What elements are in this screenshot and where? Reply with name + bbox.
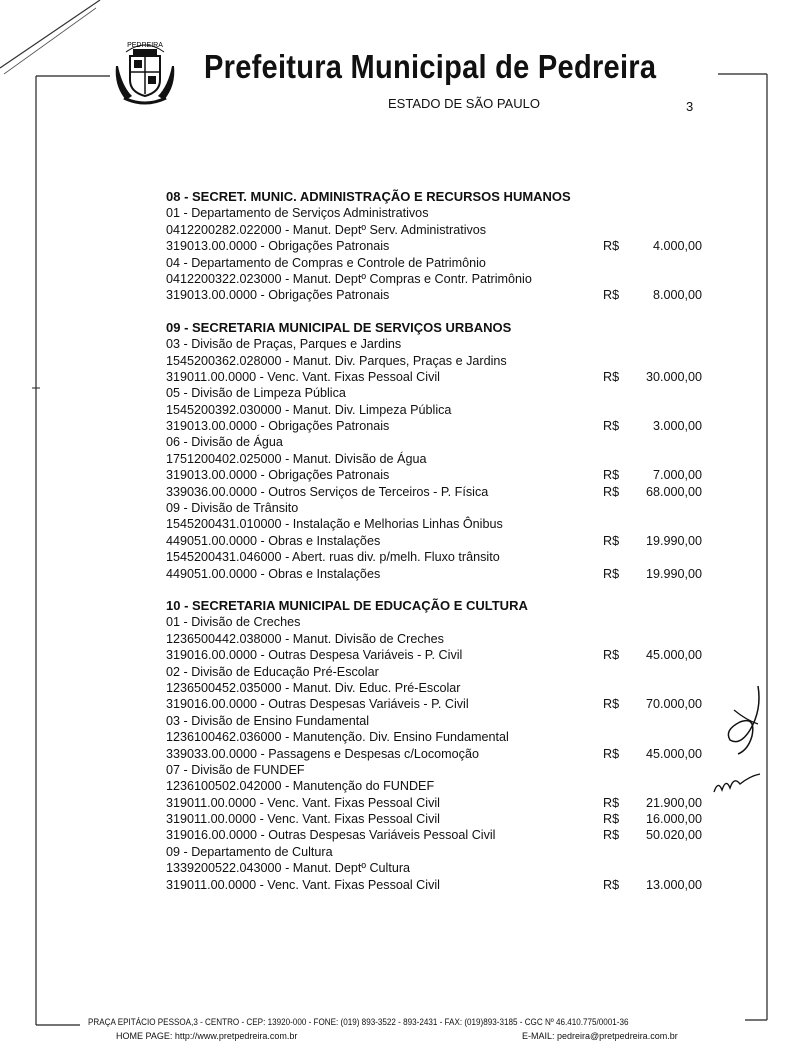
list-item: 319016.00.0000 - Outras Despesas Variáveis Pessoal Civil R$ 50.020,00 <box>166 828 702 843</box>
list-item: 07 - Divisão de FUNDEF <box>166 762 305 777</box>
list-item: 319016.00.0000 - Outras Despesas Variáveis - P. Civil R$ 70.000,00 <box>166 697 702 712</box>
list-item: 1339200522.043000 - Manut. Deptº Cultura <box>166 861 411 876</box>
list-item: 1545200362.028000 - Manut. Div. Parques, Praças e Jardins <box>166 353 507 368</box>
state-subtitle: ESTADO DE SÃO PAULO <box>388 96 540 111</box>
page-number: 3 <box>686 99 694 114</box>
list-item: 01 - Divisão de Creches <box>166 615 301 630</box>
list-item: 01 - Departamento de Serviços Administrativos <box>166 206 429 221</box>
list-item: 1236100462.036000 - Manutenção. Div. Ensino Fundamental <box>166 730 509 745</box>
list-item: 05 - Divisão de Limpeza Pública <box>166 386 346 401</box>
list-item: 339033.00.0000 - Passagens e Despesas c/Locomoção R$ 45.000,00 <box>166 746 702 761</box>
list-item: 319011.00.0000 - Venc. Vant. Fixas Pessoal Civil R$ 30.000,00 <box>166 369 702 384</box>
municipal-crest-icon <box>110 36 180 108</box>
list-item: 06 - Divisão de Água <box>166 435 283 450</box>
list-item: 319011.00.0000 - Venc. Vant. Fixas Pessoal Civil R$ 21.900,00 <box>166 795 702 810</box>
list-item: 1545200392.030000 - Manut. Div. Limpeza Pública <box>166 402 452 417</box>
list-item: 09 - Departamento de Cultura <box>166 844 333 859</box>
list-item: 449051.00.0000 - Obras e Instalações R$ 19.990,00 <box>166 533 702 548</box>
section-title: 08 - SECRET. MUNIC. ADMINISTRAÇÃO E RECURSOS HUMANOS <box>166 189 571 204</box>
list-item: 1236500452.035000 - Manut. Div. Educ. Pré-Escolar <box>166 680 461 695</box>
section-10 <box>166 598 711 893</box>
list-item: 319013.00.0000 - Obrigações Patronais R$ 7.000,00 <box>166 468 702 483</box>
footer-homepage: HOME PAGE: http://www.pretpedreira.com.br <box>116 1031 298 1041</box>
list-item: 1751200402.025000 - Manut. Divisão de Água <box>166 451 427 466</box>
section-09 <box>166 320 711 582</box>
list-item: 319013.00.0000 - Obrigações Patronais R$ 8.000,00 <box>166 288 702 303</box>
list-item: 02 - Divisão de Educação Pré-Escolar <box>166 664 379 679</box>
footer-email: E-MAIL: pedreira@pretpedreira.com.br <box>522 1031 678 1041</box>
list-item: 319016.00.0000 - Outras Despesa Variáveis - P. Civil R$ 45.000,00 <box>166 648 702 663</box>
list-item: 1545200431.010000 - Instalação e Melhorias Linhas Ônibus <box>166 517 503 532</box>
handwritten-signature <box>700 680 780 810</box>
list-item: 319011.00.0000 - Venc. Vant. Fixas Pessoal Civil R$ 13.000,00 <box>166 877 702 892</box>
list-item: 1236100502.042000 - Manutenção do FUNDEF <box>166 779 435 794</box>
list-item: 319011.00.0000 - Venc. Vant. Fixas Pessoal Civil R$ 16.000,00 <box>166 812 702 827</box>
list-item: 03 - Divisão de Praças, Parques e Jardins <box>166 337 402 352</box>
list-item: 09 - Divisão de Trânsito <box>166 501 299 516</box>
section-title: 09 - SECRETARIA MUNICIPAL DE SERVIÇOS URBANOS <box>166 319 512 335</box>
list-item: 339036.00.0000 - Outros Serviços de Terceiros - P. Física R$ 68.000,00 <box>166 484 702 499</box>
list-item: 04 - Departamento de Compras e Controle de Patrimônio <box>166 255 486 270</box>
list-item: 319013.00.0000 - Obrigações Patronais R$ 4.000,00 <box>166 239 702 254</box>
list-item: 0412200322.023000 - Manut. Deptº Compras e Contr. Patrimônio <box>166 271 532 286</box>
budget-content <box>166 189 711 893</box>
list-item: 1545200431.046000 - Abert. ruas div. p/melh. Fluxo trânsito <box>166 550 500 565</box>
crest-text: PEDREIRA <box>127 42 163 49</box>
list-item: 03 - Divisão de Ensino Fundamental <box>166 713 370 728</box>
section-08 <box>166 189 711 304</box>
section-title: 10 - SECRETARIA MUNICIPAL DE EDUCAÇÃO E CULTURA <box>166 597 528 613</box>
list-item: 449051.00.0000 - Obras e Instalações R$ 19.990,00 <box>166 566 702 581</box>
page-title: Prefeitura Municipal de Pedreira <box>204 48 657 85</box>
list-item: 0412200282.022000 - Manut. Deptº Serv. Administrativos <box>166 222 487 237</box>
footer-address: PRAÇA EPITÁCIO PESSOA,3 - CENTRO - CEP: 13920-000 - FONE: (019) 893-3522 - 893-2431 - FAX: (019)893-3185 - CGC Nº 46.410.775/0001-36 <box>88 1017 629 1027</box>
list-item: 319013.00.0000 - Obrigações Patronais R$ 3.000,00 <box>166 419 702 434</box>
list-item: 1236500442.038000 - Manut. Divisão de Creches <box>166 631 444 646</box>
